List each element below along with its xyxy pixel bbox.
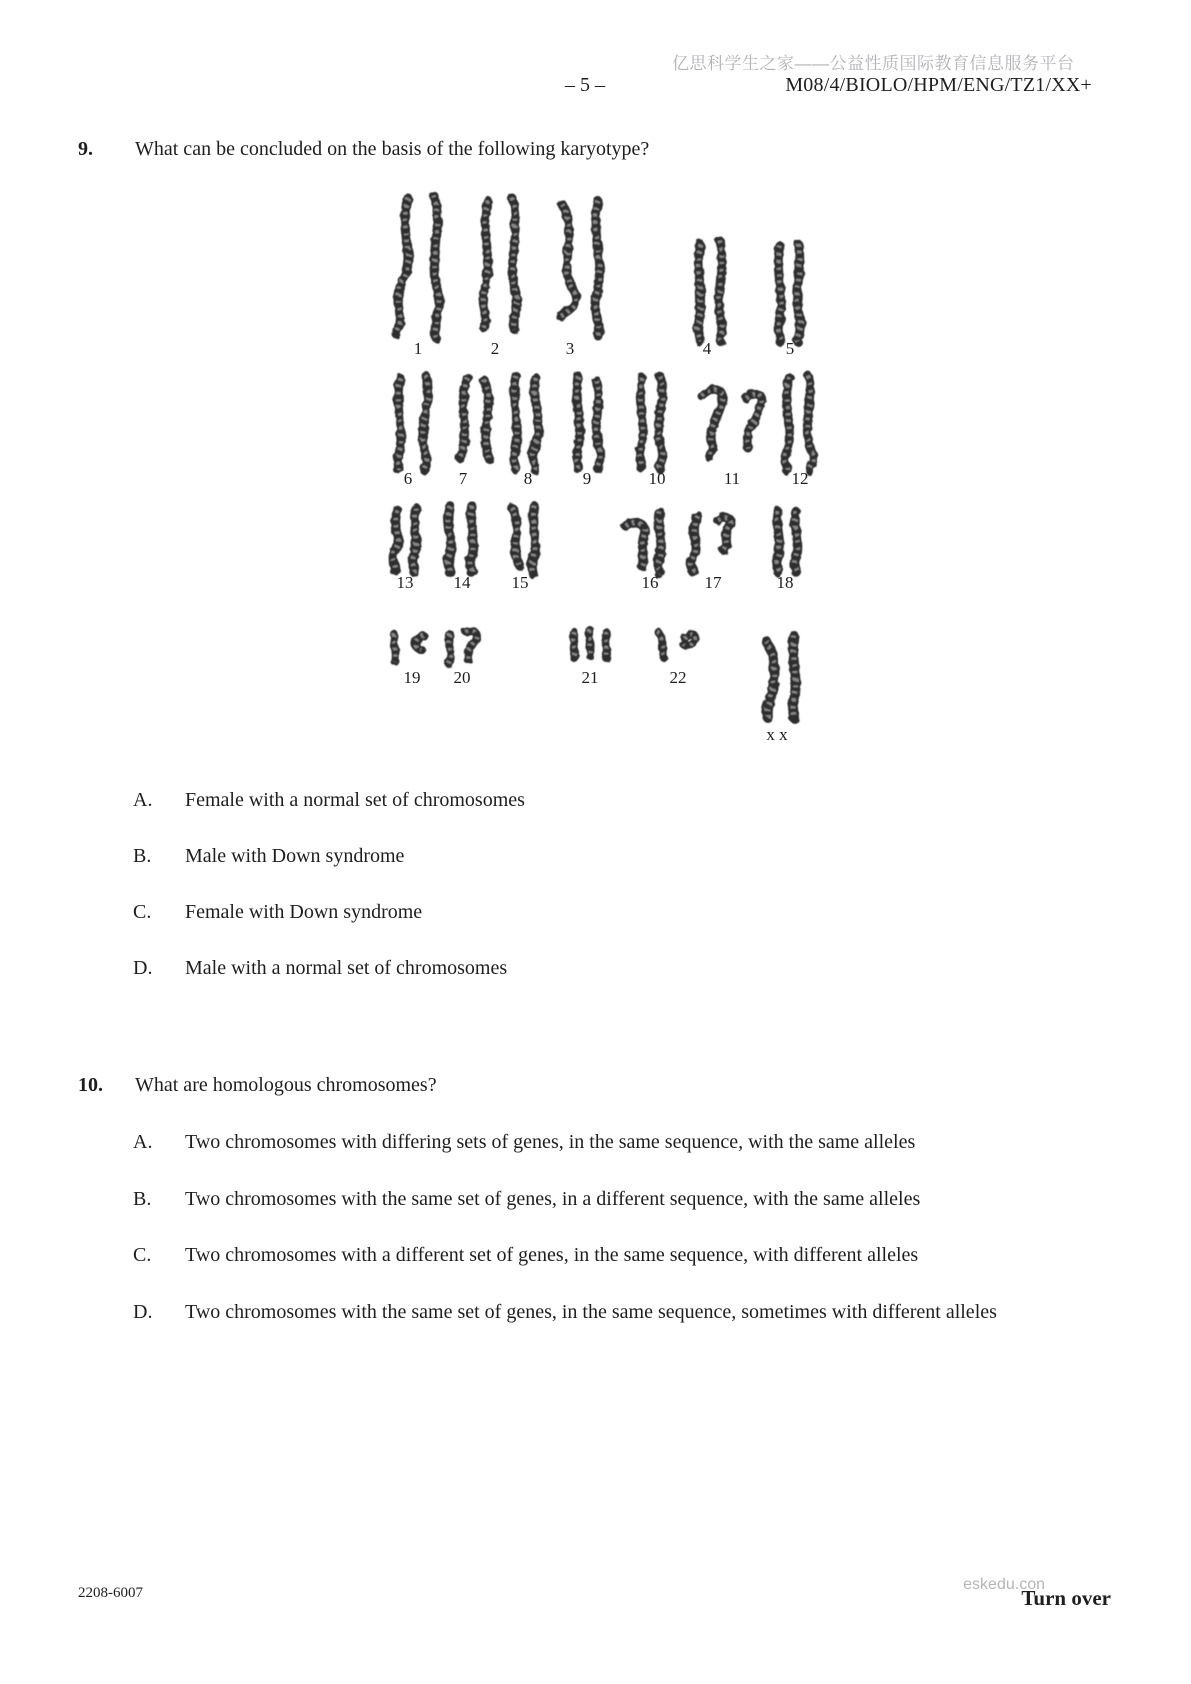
option-letter: A. xyxy=(133,1131,153,1153)
footer-watermark: eskedu.con xyxy=(963,1576,1045,1593)
q10-option-c xyxy=(133,1240,1038,1270)
option-letter: D. xyxy=(133,1301,153,1323)
document-code: 2208-6007 xyxy=(78,1585,143,1601)
chromosome xyxy=(596,380,601,469)
question-10 xyxy=(78,1070,1098,1100)
q10-option-d xyxy=(133,1297,1038,1327)
chromosome xyxy=(396,198,408,334)
option-text: Two chromosomes with differing sets of genes, in the same sequence, with the same alleles xyxy=(185,1131,916,1153)
option-letter: D. xyxy=(133,957,153,979)
option-text: Two chromosomes with a different set of genes, in the same sequence, with different alleles xyxy=(185,1244,919,1266)
option-text: Male with a normal set of chromosomes xyxy=(185,957,508,979)
option-text: Female with Down syndrome xyxy=(185,901,423,923)
option-letter: C. xyxy=(133,901,152,923)
karyotype-label: 13 xyxy=(396,573,414,592)
karyotype-label: 19 xyxy=(403,668,421,687)
chromosome-x xyxy=(766,641,775,718)
paper-code: M08/4/BIOLO/HPM/ENG/TZ1/XX+ xyxy=(785,74,1092,96)
karyotype-label: 17 xyxy=(704,573,722,592)
q9-option-d xyxy=(133,953,1038,983)
karyotype-label: 14 xyxy=(453,573,471,592)
karyotype-sex-pair xyxy=(766,636,796,718)
karyotype-sex-label: x x xyxy=(766,725,788,744)
karyotype-figure xyxy=(350,186,820,752)
karyotype-label: 20 xyxy=(453,668,471,687)
karyotype-label: 18 xyxy=(776,573,794,592)
karyotype-label: 16 xyxy=(641,573,659,592)
page-number: – 5 – xyxy=(565,74,605,96)
karyotype-label: 9 xyxy=(582,469,592,488)
chromosome-spreads xyxy=(393,196,813,718)
karyotype-label: 8 xyxy=(523,469,533,488)
option-text: Two chromosomes with the same set of genes, in the same sequence, sometimes with different alleles xyxy=(185,1301,997,1323)
option-text: Male with Down syndrome xyxy=(185,845,405,867)
karyotype-label: 3 xyxy=(565,339,575,358)
karyotype-label: 15 xyxy=(511,573,529,592)
karyotype-label: 4 xyxy=(702,339,712,358)
chromosome xyxy=(595,201,599,336)
karyotype-row-1 xyxy=(396,196,801,342)
question-9 xyxy=(78,134,1098,164)
chromosome xyxy=(413,508,416,572)
karyotype-label: 7 xyxy=(458,469,468,488)
q9-option-b xyxy=(133,841,1038,871)
option-letter: B. xyxy=(133,1188,152,1210)
turn-over-label: Turn over xyxy=(1021,1586,1111,1610)
karyotype-label: 11 xyxy=(723,469,741,488)
karyotype-row-3 xyxy=(393,506,798,574)
q9-option-c xyxy=(133,897,1038,927)
option-text: Female with a normal set of chromosomes xyxy=(185,789,525,811)
option-letter: A. xyxy=(133,789,153,811)
question-10-number: 10. xyxy=(78,1074,103,1096)
header-watermark: 亿思科学生之家——公益性质国际教育信息服务平台 xyxy=(672,54,1075,73)
q10-option-a xyxy=(133,1127,1038,1157)
karyotype-label: 22 xyxy=(669,668,687,687)
option-letter: C. xyxy=(133,1244,152,1266)
karyotype-label: 12 xyxy=(791,469,809,488)
karyotype-label: 6 xyxy=(403,469,413,488)
question-10-text: What are homologous chromosomes? xyxy=(135,1074,437,1096)
karyotype-label: 5 xyxy=(785,339,795,358)
q9-option-a xyxy=(133,785,1038,815)
karyotype-label: 1 xyxy=(413,339,423,358)
chromosome-x xyxy=(793,636,796,718)
q10-option-b xyxy=(133,1184,1038,1214)
karyotype-label: 2 xyxy=(490,339,500,358)
question-9-text: What can be concluded on the basis of the following karyotype? xyxy=(135,138,650,160)
option-text: Two chromosomes with the same set of genes, in a different sequence, with the same alleles xyxy=(185,1188,921,1210)
chromosome xyxy=(484,380,490,460)
karyotype-label: 10 xyxy=(648,469,666,488)
chromosome xyxy=(626,523,645,566)
karyotype-row-4 xyxy=(394,630,696,664)
karyotype-label: 21 xyxy=(581,668,599,687)
chromosome xyxy=(460,378,468,458)
option-letter: B. xyxy=(133,845,152,867)
karyotype-row-2 xyxy=(397,376,813,471)
question-9-number: 9. xyxy=(78,138,93,160)
